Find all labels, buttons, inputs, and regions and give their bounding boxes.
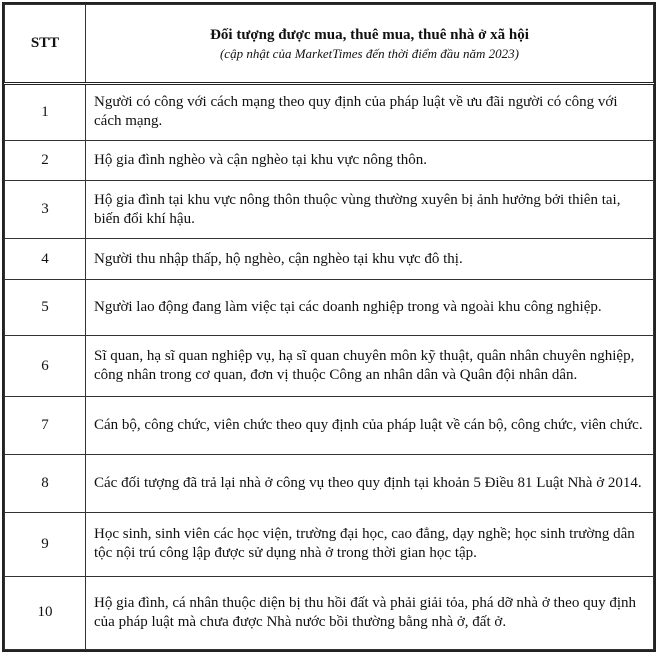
row-text: Cán bộ, công chức, viên chức theo quy định của pháp luật về cán bộ, công chức, viên chức. [86,397,654,455]
table-row [5,455,654,513]
row-text: Người lao động đang làm việc tại các doanh nghiệp trong và ngoài khu công nghiệp. [86,280,654,336]
row-text: Các đối tượng đã trả lại nhà ở công vụ theo quy định tại khoản 5 Điều 81 Luật Nhà ở 2014. [86,455,654,513]
table-row [5,576,654,649]
row-number: 1 [5,84,86,140]
document-table-frame [2,2,656,652]
table-row [5,397,654,455]
row-number: 5 [5,280,86,336]
header-stt: STT [5,5,86,84]
row-number: 2 [5,140,86,181]
row-text: Sĩ quan, hạ sĩ quan nghiệp vụ, hạ sĩ quan chuyên môn kỹ thuật, quân nhân chuyên nghiệp, công nhân trong cơ quan, đơn vị thuộc Công an nhân dân và Quân đội nhân dân. [86,336,654,397]
table-title: Đối tượng được mua, thuê mua, thuê nhà ở xã hội [210,27,529,44]
row-text: Học sinh, sinh viên các học viện, trường đại học, cao đẳng, dạy nghề; học sinh trường dân tộc nội trú công lập được sử dụng nhà ở trong thời gian học tập. [86,513,654,576]
row-number: 3 [5,181,86,239]
table-row [5,336,654,397]
row-text: Hộ gia đình, cá nhân thuộc diện bị thu hồi đất và phải giải tỏa, phá dỡ nhà ở theo quy định của pháp luật mà chưa được Nhà nước bồi thường bằng nhà ở, đất ở. [86,576,654,649]
row-number: 9 [5,513,86,576]
row-text: Người thu nhập thấp, hộ nghèo, cận nghèo tại khu vực đô thị. [86,239,654,280]
row-text: Hộ gia đình nghèo và cận nghèo tại khu vực nông thôn. [86,140,654,181]
row-number: 6 [5,336,86,397]
table-row [5,513,654,576]
table-row [5,239,654,280]
table-row [5,181,654,239]
row-number: 8 [5,455,86,513]
table-row [5,280,654,336]
table-row [5,140,654,181]
table-row [5,84,654,140]
row-number: 7 [5,397,86,455]
beneficiaries-table [4,4,654,650]
table-subtitle: (cập nhật của MarketTimes đến thời điểm đầu năm 2023) [219,46,520,62]
row-text: Người có công với cách mạng theo quy định của pháp luật về ưu đãi người có công với cách mạng. [86,84,654,140]
table-header-row [5,5,654,84]
row-text: Hộ gia đình tại khu vực nông thôn thuộc vùng thường xuyên bị ảnh hưởng bởi thiên tai, biến đổi khí hậu. [86,181,654,239]
row-number: 10 [5,576,86,649]
row-number: 4 [5,239,86,280]
header-description [86,5,654,84]
